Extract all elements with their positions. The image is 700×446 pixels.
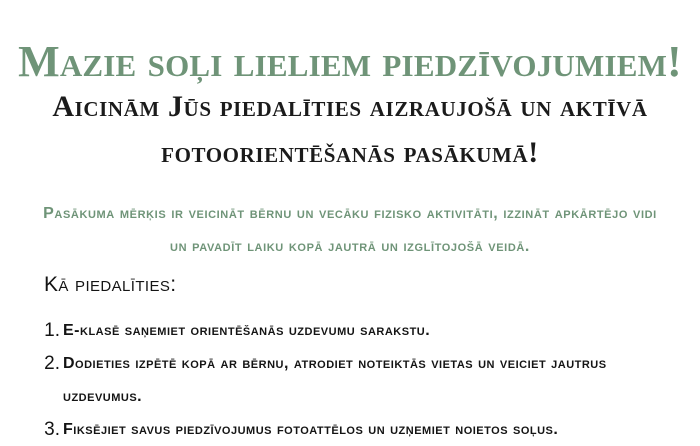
list-item <box>40 413 680 446</box>
step-number: 2. <box>44 353 60 374</box>
list-item <box>40 347 680 413</box>
steps-list <box>40 314 680 446</box>
invitation-text: Aicinām Jūs piedalīties aizraujošā un aktīvā fotoorientēšanās pasākumā! <box>52 90 648 169</box>
step-number: 1. <box>44 320 60 341</box>
step-number: 3. <box>44 419 60 440</box>
how-to-heading: Kā piedalīties: <box>44 273 177 296</box>
goal-text: Pasākuma mērķis ir veicināt bērnu un vecāku fizisko aktivitāti, izzināt apkārtējo vidi un pavadīt laiku kopā jautrā un izglītojošā veidā. <box>43 205 657 255</box>
page-title: Mazie soļi lieliem piedzīvojumiem! <box>18 37 682 87</box>
step-text: Fiksējiet savus piedzīvojumus fotoattēlos un uzņemiet noietos soļus. <box>63 421 559 438</box>
step-text: Dodieties izpētē kopā ar bērnu, atrodiet noteiktās vietas un veiciet jautrus uzdevumus. <box>63 355 607 405</box>
step-text: E-klasē saņemiet orientēšanās uzdevumu sarakstu. <box>63 322 431 339</box>
list-item <box>40 314 680 347</box>
